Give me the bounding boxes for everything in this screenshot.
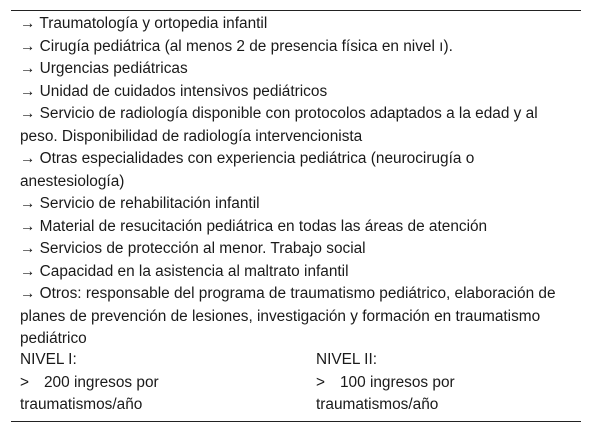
list-item-resucitacion: → Material de resucitación pediátrica en todas las áreas de atención	[20, 217, 488, 235]
level-2-title: NIVEL II:	[316, 351, 378, 368]
level-2-requirement	[316, 372, 576, 395]
list-item-radiologia: → Servicio de radiología disponible con protocolos adaptados a la edad y al peso. Disponibilidad de radiología intervencionista	[20, 105, 538, 145]
list-item-proteccion: → Servicios de protección al menor. Trabajo social	[20, 240, 366, 257]
level-2-text-line1: 100 ingresos por	[340, 373, 455, 391]
level-1-cell	[20, 349, 280, 417]
list-item-uci: → Unidad de cuidados intensivos pediátricos	[20, 82, 328, 100]
list-item-urgencias: → Urgencias pediátricas	[20, 60, 188, 77]
level-1-text-line2: traumatismos/año	[20, 396, 143, 413]
list-item-rehabilitacion: → Servicio de rehabilitación infantil	[20, 195, 260, 212]
list-item-cirugia: → Cirugía pediátrica (al menos 2 de presencia física en nivel ı).	[20, 37, 453, 55]
requirements-list	[20, 13, 570, 351]
level-2-symbol: >	[316, 373, 325, 391]
list-item-traumatologia: → Traumatología y ortopedia infantil	[20, 15, 268, 32]
level-2-cell	[316, 349, 576, 417]
requirements-table	[11, 10, 581, 422]
level-1-requirement	[20, 372, 280, 395]
level-1-text-line1: 200 ingresos por	[44, 373, 159, 391]
level-2-text-line2: traumatismos/año	[316, 396, 439, 413]
list-item-maltrato: → Capacidad en la asistencia al maltrato infantil	[20, 262, 349, 280]
list-item-especialidades: → Otras especialidades con experiencia pediátrica (neurocirugía o anestesiología)	[20, 150, 475, 190]
list-item-otros: → Otros: responsable del programa de traumatismo pediátrico, elaboración de planes de prevención de lesiones, investigación y formación en traumatismo pediátrico	[20, 285, 556, 347]
level-1-title: NIVEL I:	[20, 351, 77, 368]
level-1-symbol: >	[20, 373, 29, 391]
